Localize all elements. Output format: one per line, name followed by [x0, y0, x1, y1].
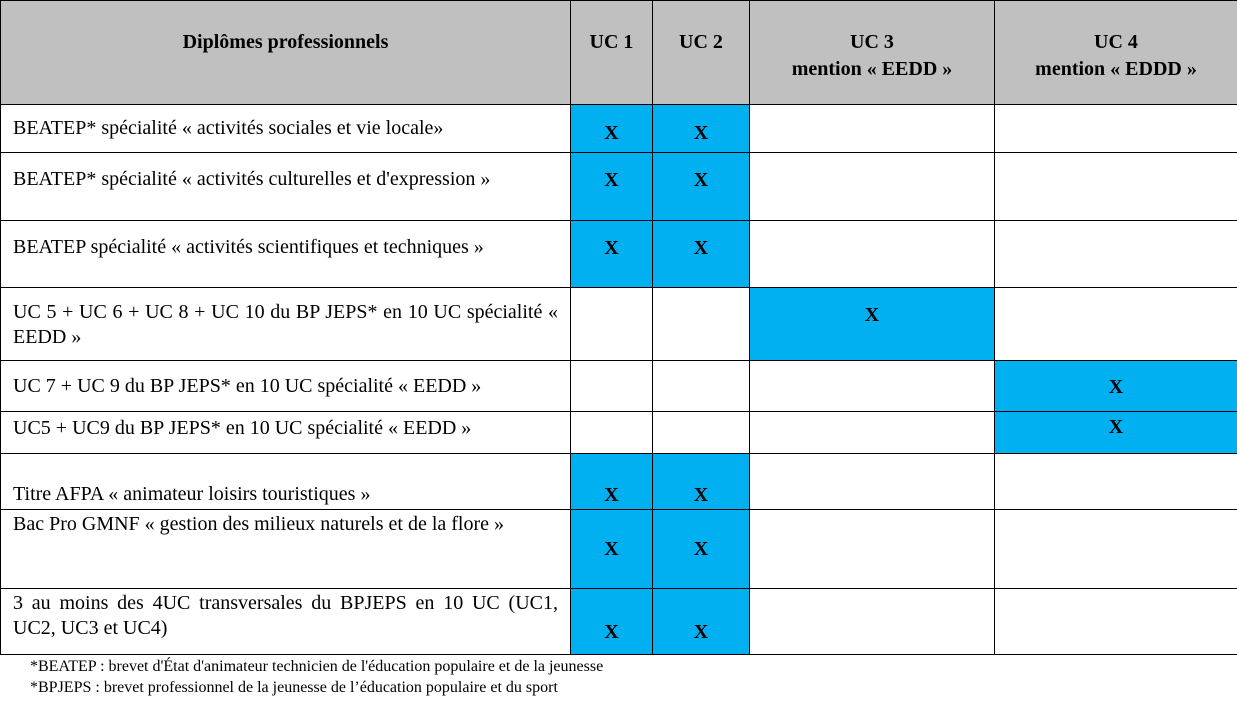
row-label: Titre AFPA « animateur loisirs touristiques »	[1, 454, 571, 510]
header-uc4-title: UC 4	[1094, 31, 1138, 53]
uc2-cell	[653, 288, 750, 361]
row-label: Bac Pro GMNF « gestion des milieux naturels et de la flore »	[1, 510, 571, 589]
uc3-cell	[750, 454, 995, 510]
uc4-cell	[995, 454, 1237, 510]
uc2-cell: X	[653, 153, 750, 221]
uc2-cell: X	[653, 454, 750, 510]
row-label: UC5 + UC9 du BP JEPS* en 10 UC spécialité « EEDD »	[1, 412, 571, 454]
uc1-cell	[571, 361, 653, 412]
table-row	[1, 589, 1237, 655]
row-label: UC 5 + UC 6 + UC 8 + UC 10 du BP JEPS* en 10 UC spécialité « EEDD »	[1, 288, 571, 361]
header-uc4	[995, 1, 1237, 105]
footnotes	[30, 656, 603, 698]
uc3-cell	[750, 510, 995, 589]
header-uc3	[750, 1, 995, 105]
uc1-cell: X	[571, 510, 653, 589]
uc2-cell: X	[653, 510, 750, 589]
table-row	[1, 153, 1237, 221]
header-uc1: UC 1	[571, 1, 653, 105]
row-label: BEATEP* spécialité « activités sociales et vie locale»	[1, 105, 571, 153]
uc2-cell: X	[653, 105, 750, 153]
uc1-cell: X	[571, 153, 653, 221]
uc4-cell	[995, 288, 1237, 361]
uc1-cell: X	[571, 105, 653, 153]
uc4-cell	[995, 153, 1237, 221]
footnote-bpjeps: *BPJEPS : brevet professionnel de la jeunesse de l’éducation populaire et du sport	[30, 679, 558, 696]
uc4-cell	[995, 105, 1237, 153]
uc1-cell: X	[571, 589, 653, 655]
uc3-cell: X	[750, 288, 995, 361]
uc3-cell	[750, 361, 995, 412]
uc3-cell	[750, 153, 995, 221]
header-uc3-title: UC 3	[850, 31, 894, 53]
uc4-cell: X	[995, 361, 1237, 412]
header-uc2: UC 2	[653, 1, 750, 105]
uc1-cell	[571, 288, 653, 361]
row-label: BEATEP* spécialité « activités culturelles et d'expression »	[1, 153, 571, 221]
uc2-cell	[653, 412, 750, 454]
uc2-cell: X	[653, 589, 750, 655]
header-uc3-mention: mention « EEDD »	[791, 58, 953, 80]
table-row	[1, 221, 1237, 288]
table-row	[1, 288, 1237, 361]
uc3-cell	[750, 412, 995, 454]
table-row	[1, 510, 1237, 589]
header-uc4-mention: mention « EDDD »	[1035, 58, 1197, 80]
row-label: UC 7 + UC 9 du BP JEPS* en 10 UC spécialité « EEDD »	[1, 361, 571, 412]
uc4-cell: X	[995, 412, 1237, 454]
uc1-cell: X	[571, 454, 653, 510]
row-label: 3 au moins des 4UC transversales du BPJEPS en 10 UC (UC1, UC2, UC3 et UC4)	[1, 589, 571, 655]
header-row	[1, 1, 1237, 105]
footnote-beatep: *BEATEP : brevet d'État d'animateur technicien de l'éducation populaire et de la jeunesse	[30, 658, 604, 675]
table-row	[1, 105, 1237, 153]
table-row	[1, 361, 1237, 412]
table-row	[1, 454, 1237, 510]
uc4-cell	[995, 510, 1237, 589]
uc4-cell	[995, 221, 1237, 288]
table-row	[1, 412, 1237, 454]
uc3-cell	[750, 589, 995, 655]
uc3-cell	[750, 105, 995, 153]
row-label: BEATEP spécialité « activités scientifiques et techniques »	[1, 221, 571, 288]
uc3-cell	[750, 221, 995, 288]
uc1-cell	[571, 412, 653, 454]
uc2-cell: X	[653, 221, 750, 288]
header-diplomes: Diplômes professionnels	[1, 1, 571, 105]
uc1-cell: X	[571, 221, 653, 288]
uc4-cell	[995, 589, 1237, 655]
uc2-cell	[653, 361, 750, 412]
